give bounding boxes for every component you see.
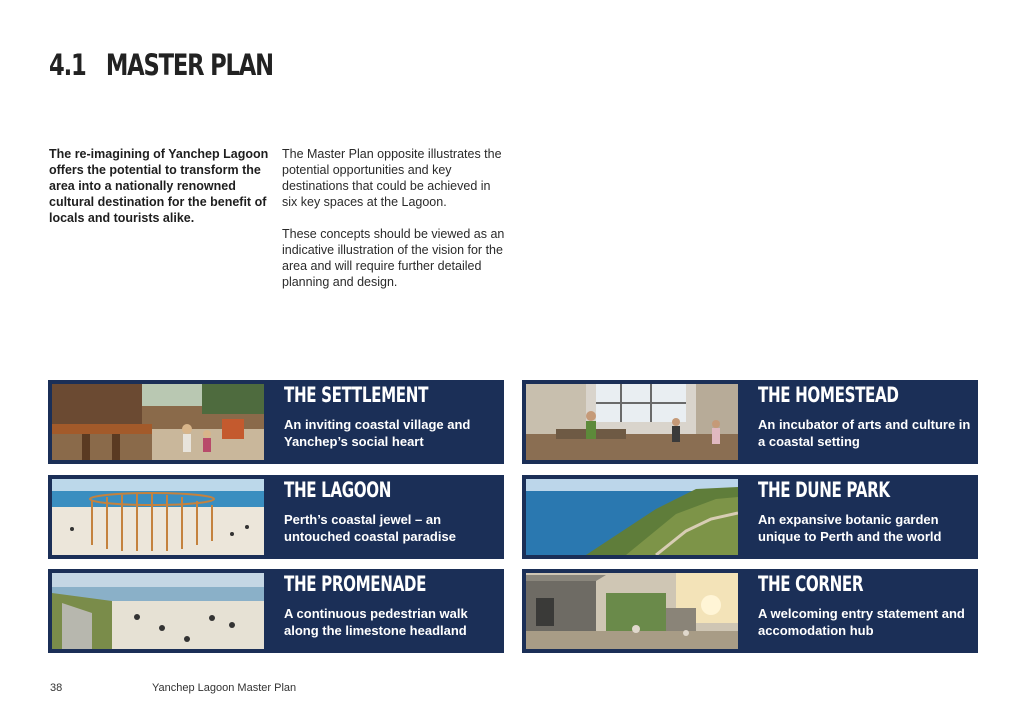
page-title	[49, 48, 273, 82]
destination-title: THE DUNE PARK	[758, 478, 890, 502]
document-title: Yanchep Lagoon Master Plan	[152, 682, 297, 694]
section-number: 4.1	[49, 48, 86, 82]
destination-card-corner	[522, 569, 978, 653]
homestead-photo	[526, 384, 738, 460]
intro-paragraph: The Master Plan opposite illustrates the potential opportunities and key destinations that could be achieved in six key spaces at the Lagoon.	[282, 147, 502, 209]
page-number: 38	[50, 682, 63, 694]
promenade-photo	[52, 573, 264, 649]
destination-card-homestead	[522, 380, 978, 464]
destination-card-settlement	[48, 380, 504, 464]
lagoon-photo	[52, 479, 264, 555]
destination-description: An inviting coastal village and Yanchep’s social heart	[284, 417, 471, 449]
settlement-photo	[52, 384, 264, 460]
section-title: MASTER PLAN	[105, 48, 273, 82]
destination-title: THE CORNER	[758, 572, 864, 596]
destination-title: THE HOMESTEAD	[758, 383, 899, 407]
intro-paragraph: These concepts should be viewed as an indicative illustration of the vision for the area and will require further detailed planning and design.	[282, 227, 505, 289]
destination-description: Perth’s coastal jewel – an untouched coastal paradise	[284, 512, 456, 544]
destination-card-lagoon	[48, 475, 504, 559]
destination-description: A welcoming entry statement and accomodation hub	[758, 606, 965, 638]
intro-body	[282, 146, 508, 306]
destination-title: THE LAGOON	[284, 478, 392, 502]
destination-title: THE PROMENADE	[284, 572, 427, 596]
destination-description: An expansive botanic garden unique to Perth and the world	[758, 512, 942, 544]
corner-photo	[526, 573, 738, 649]
destination-title: THE SETTLEMENT	[284, 383, 429, 407]
destination-card-dune-park	[522, 475, 978, 559]
intro-lead-text: The re-imagining of Yanchep Lagoon offers the potential to transform the area into a nationally renowned cultural destination for the benefit of locals and tourists alike.	[49, 147, 269, 225]
destination-card-promenade	[48, 569, 504, 653]
destination-description: A continuous pedestrian walk along the limestone headland	[284, 606, 468, 638]
dune-park-photo	[526, 479, 738, 555]
destination-description: An incubator of arts and culture in a coastal setting	[758, 417, 971, 449]
